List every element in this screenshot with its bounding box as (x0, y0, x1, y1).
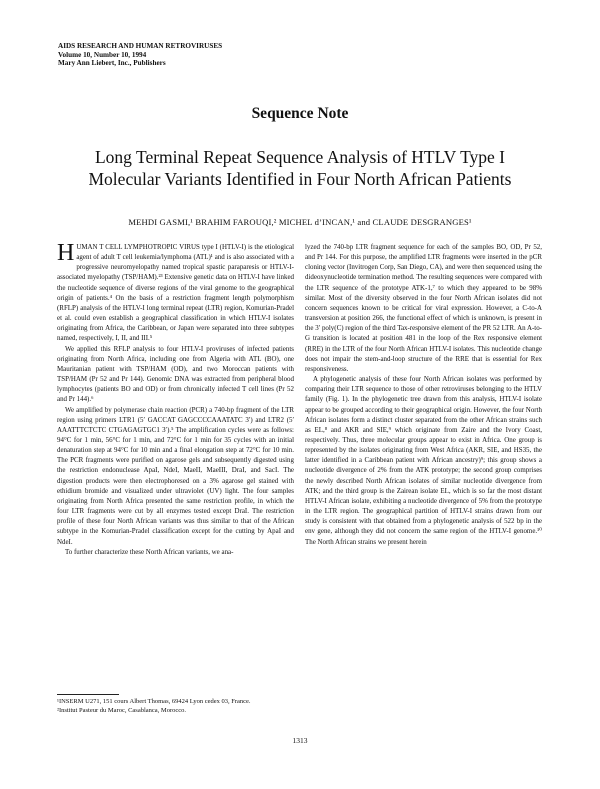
paragraph-phylogenetic: A phylogenetic analysis of these four North African isolates was performed by comparing their LTR sequence to those of other retroviruses belonging to the HTLV family (Fig. 1). In the phylogenetic tree drawn from this analysis, HTLV-I isolate appear to be grouped according to their geographical origin. However, the four North African isolates form a distinct cluster separated from the other African strains such as EL,⁸ and AKR and SIE,⁹ which originate from Zaire and the Ivory Coast, respectively. Thus, three molecular groups appear to exist in Africa. One group is represented by the isolates originating from West Africa (AKR, SIE, and HS35, the latter identified in a Caribbean patient with African ancestry)⁹; this group shows a nucleotide divergence of 2% from the ATK prototype; the second group comprises the newly described North African isolates of similar nucleotide divergence from ATK; and the third group is the Zairean isolate EL, which is so far the most distant HTLV-I African isolate, exhibiting a nucleotide divergence of 5% from the prototype in the LTR region. The geographical partition of HTLV-I strains drawn from our study is consistent with that obtained from a phylogenetic analysis of 522 bp in the env gene, although they did not concern the same region of the HTLV-I genome.¹⁰ The North African strains we present herein (305, 375, 542, 546)
paragraph-intro-text: UMAN T CELL LYMPHOTROPIC VIRUS type I (HTLV-I) is the etiological agent of adult T cell leukemia/lymphoma (ATL)¹ and is also associated with a progressive neuromyelopathy named tropical spastic paraparesis or HTLV-I-associated myelopathy (TSP/HAM).²³ Extensive genetic data on HTLV-I have linked the nucleotide sequence of diverse regions of the viral genome to the geographical origin of patients.⁴ On the basis of a restriction fragment length polymorphism (RFLP) analysis of the HTLV-I long terminal repeat (LTR) region, Komurian-Pradel et al. could even establish a geographical classification in which HTLV-I isolates originating from Africa, the Caribbean, or Japan were separated into three subtypes named, respectively, I, II, and III.⁵ (57, 243, 294, 343)
footnote-divider (57, 694, 119, 695)
journal-publisher: Mary Ann Liebert, Inc., Publishers (58, 59, 166, 68)
journal-volume: Volume 10, Number 10, 1994 (58, 50, 147, 59)
paragraph-intro (57, 242, 294, 344)
journal-name: AIDS RESEARCH AND HUMAN RETROVIRUSES (58, 42, 223, 50)
paragraph-characterize: To further characterize these North African variants, we ana- (65, 547, 234, 556)
paragraph-sequence: lyzed the 740-bp LTR fragment sequence for each of the samples BO, OD, Pr 52, and Pr 144. For this purpose, the amplified LTR fragments were inserted in the pCR cloning vector (Invitrogen Corp, San Diego, CA), and were then sequenced using the dideoxynucleotide termination method. The resulting sequences were compared with the LTR sequence of the prototype ATK-1,⁷ to which they appeared to be 98% similar. Most of the diversity observed in the four North African isolates did not concern sequences known to be critical for viral expression. However, a C-to-A transversion at position 266, the functional effect of which is unknown, is present in the 3′ poly(C) region of the third Tax-responsive element of the PR 52 LTR. An A-to-G transition is located at position 481 in the loop of the Rex responsive element (RRE) in the LTR of the four North African HTLV-I isolates. This nucleotide change does not impair the stem-and-loop structure of the RRE that is essential for Rex responsiveness. (305, 243, 542, 373)
page-number: 1313 (292, 736, 308, 745)
article-title-line-1: Long Terminal Repeat Sequence Analysis of HTLV Type I (94, 147, 506, 167)
article-title (30, 146, 570, 190)
footnote-affiliation-1: ¹INSERM U271, 151 cours Albert Thomas, 69424 Lyon cedex 03, France. (57, 698, 251, 705)
footnotes (57, 697, 543, 715)
right-column (305, 242, 542, 547)
left-column (57, 242, 294, 557)
journal-header (58, 42, 222, 68)
footnote-affiliation-2: ²Institut Pasteur du Maroc, Casablanca, Morocco. (57, 707, 187, 714)
paragraph-rflp: We applied this RFLP analysis to four HTLV-I proviruses of infected patients originating from North Africa, including one from Algeria with ATL (BO), one Mauritanian patient with TSP/HAM (OD), and two Moroccan patients with TSP/HAM (Pr 52 and Pr 144). Genomic DNA was extracted from peripheral blood lymphocytes (patients BO and OD) or from chronically infected T cell lines (Pr 52 and Pr 144).⁶ (57, 344, 294, 404)
article-title-line-2: Molecular Variants Identified in Four North African Patients (88, 169, 512, 189)
author-list: MEHDI GASMI,¹ BRAHIM FAROUQI,² MICHEL d’INCAN,¹ and CLAUDE DESGRANGES¹ (128, 217, 472, 227)
section-title: Sequence Note (251, 105, 349, 122)
paragraph-pcr: We amplified by polymerase chain reaction (PCR) a 740-bp fragment of the LTR region using primers LTR1 (5′ GACCAT GAGCCCCAAATATC 3′) and LTR2 (5′ AAATTTCTCTC CTGAGAGTGC1 3′).⁵ The amplification cycles were as follows: 94°C for 1 min, 56°C for 1 min, and 72°C for 1 min for 35 cycles with an initial denaturation step at 94°C for 10 min and a final elongation step at 72°C for 10 min. The PCR fragments were purified on agarose gels and subsequently digested using the restriction endonuclease ApaI, NdeI, MaeII, MaeIII, DraI, and SacI. The digestion products were then electrophoresed on a 3% agarose gel stained with ethidium bromide and visualized under ultraviolet (UV) light. The four samples originating from North Africa presented the same restriction profile, in which the four LTR fragments were cut by all enzymes tested except DraI. The restriction profile of these four North African variants was thus similar to that of the African subtype in the Komurian-Pradel classification except for the cutting by ApaI and NdeI. (57, 405, 294, 546)
drop-cap: H (57, 240, 75, 266)
